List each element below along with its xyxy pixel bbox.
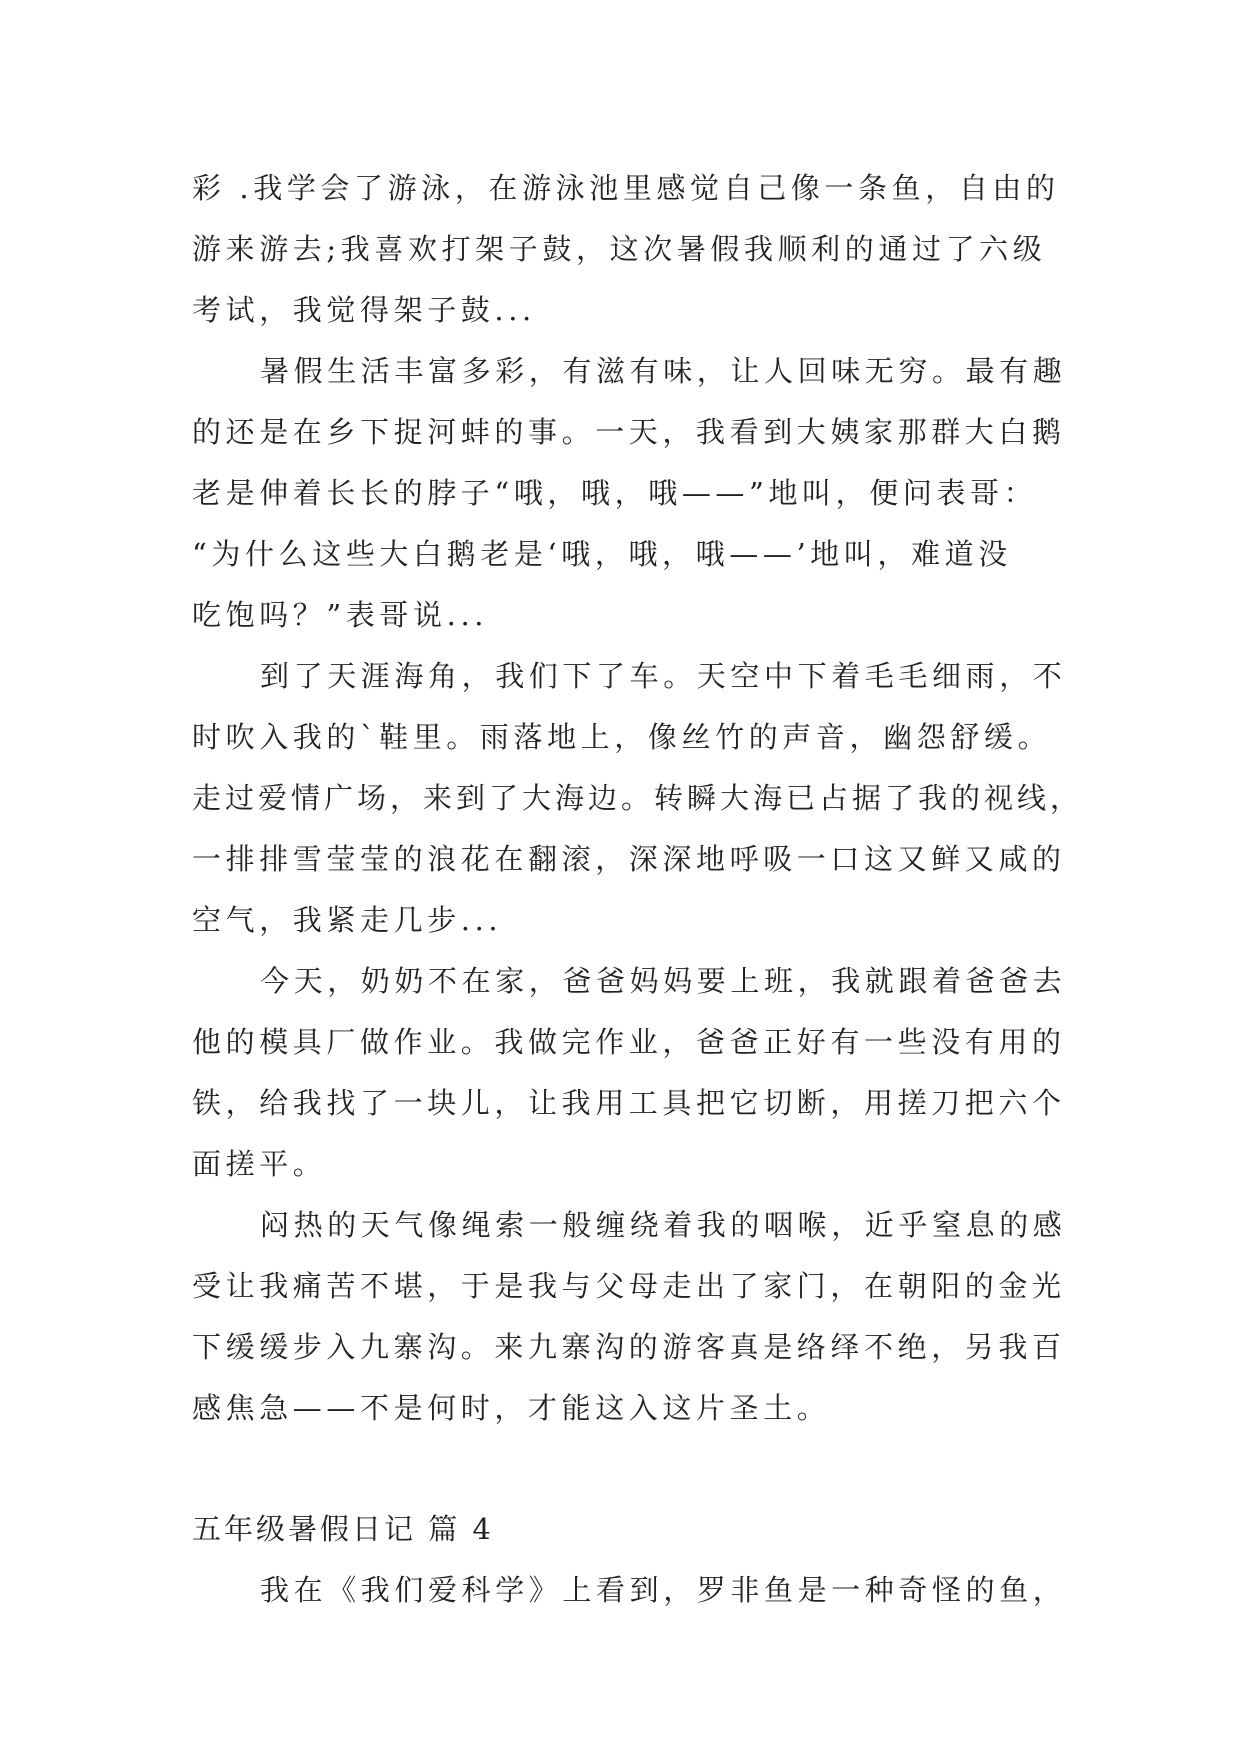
text-line: 吃饱吗？”表哥说... — [192, 598, 489, 632]
text-line: 暑假生活丰富多彩，有滋有味，让人回味无穷。最有趣 — [260, 354, 1067, 388]
text-line: 的还是在乡下捉河蚌的事。一天，我看到大姨家那群大白鹅 — [192, 415, 1066, 449]
text-line: 老是伸着长长的脖子“哦，哦，哦——”地叫，便问表哥： — [192, 476, 1038, 510]
text-line: 今天，奶奶不在家，爸爸妈妈要上班，我就跟着爸爸去 — [260, 964, 1067, 998]
text-line: 我在《我们爱科学》上看到，罗非鱼是一种奇怪的鱼， — [260, 1573, 1067, 1607]
paragraph-5 — [192, 1195, 1067, 1439]
text-line: “为什么这些大白鹅老是‘哦，哦，哦——’地叫，难道没 — [192, 537, 1012, 571]
document-page — [192, 158, 1084, 1621]
text-line: 下缓缓步入九寨沟。来九寨沟的游客真是络绎不绝，另我百 — [192, 1330, 1066, 1364]
paragraph-4 — [192, 951, 1067, 1195]
final-paragraph — [192, 1560, 1067, 1621]
text-line: 空气，我紧走几步... — [192, 903, 503, 937]
paragraph-2 — [192, 341, 1067, 646]
paragraph-3 — [192, 646, 1084, 951]
text-line: 游来游去;我喜欢打架子鼓，这次暑假我顺利的通过了六级 — [192, 232, 1047, 266]
text-line: 感焦急——不是何时，才能这入这片圣土。 — [192, 1391, 831, 1425]
text-line: 面搓平。 — [192, 1147, 327, 1181]
paragraph-1 — [192, 158, 1058, 341]
text-line: 时吹入我的`鞋里。雨落地上，像丝竹的声音，幽怨舒缓。 — [192, 720, 1052, 754]
text-line: 铁，给我找了一块儿，让我用工具把它切断，用搓刀把六个 — [192, 1086, 1066, 1120]
text-line: 到了天涯海角，我们下了车。天空中下着毛毛细雨，不 — [260, 659, 1067, 693]
text-line: 考试，我觉得架子鼓... — [192, 293, 536, 327]
text-line: 彩 .我学会了游泳，在游泳池里感觉自己像一条鱼，自由的 — [192, 171, 1060, 205]
text-line: 一排排雪莹莹的浪花在翻滚，深深地呼吸一口这又鲜又咸的 — [192, 842, 1066, 876]
section-heading: 五年级暑假日记 篇 4 — [192, 1512, 494, 1546]
text-line: 他的模具厂做作业。我做完作业，爸爸正好有一些没有用的 — [192, 1025, 1066, 1059]
text-line: 闷热的天气像绳索一般缠绕着我的咽喉，近乎窒息的感 — [260, 1208, 1067, 1242]
text-line: 受让我痛苦不堪，于是我与父母走出了家门，在朝阳的金光 — [192, 1269, 1066, 1303]
text-line: 走过爱情广场，来到了大海边。转瞬大海已占据了我的视线， — [192, 781, 1084, 815]
